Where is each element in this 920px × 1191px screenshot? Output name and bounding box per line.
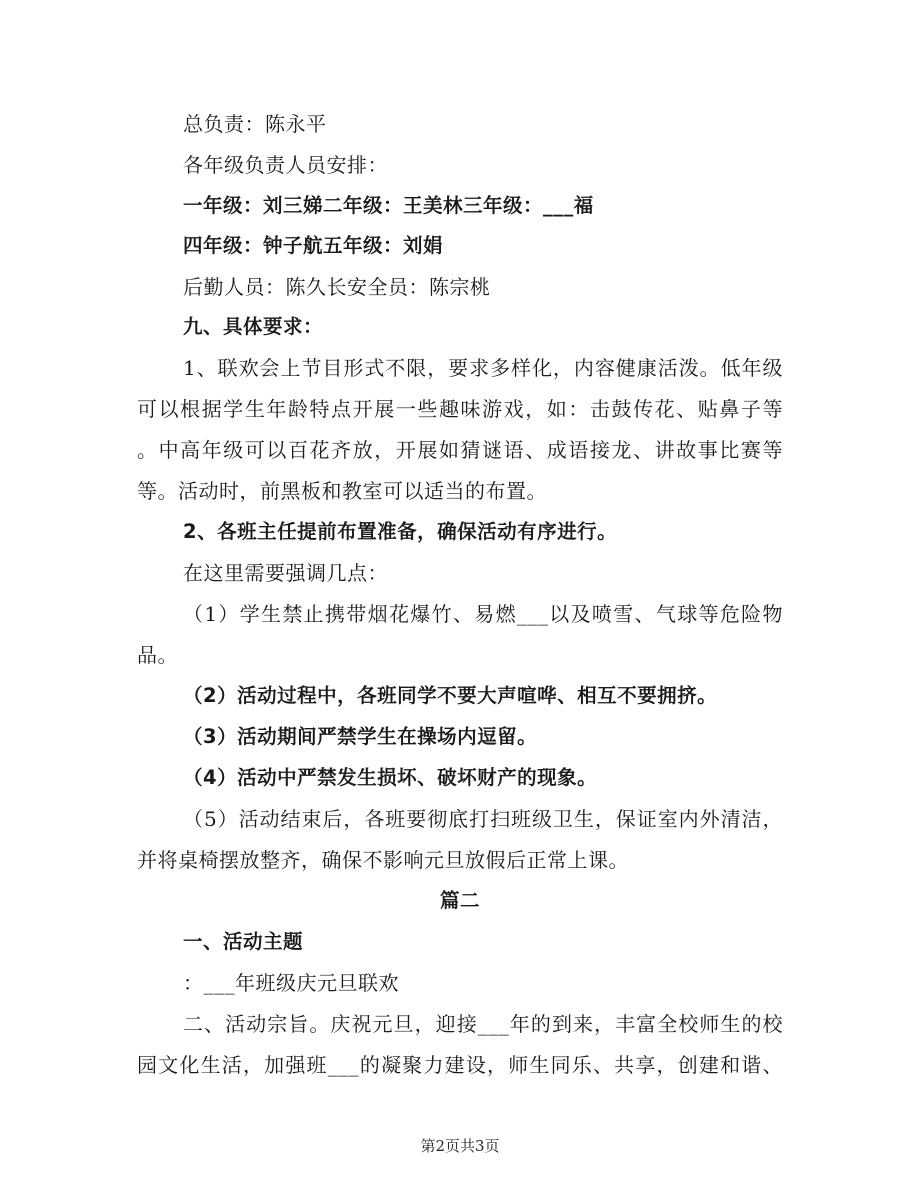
text-line-purpose-b: 园文化生活，加强班___的凝聚力建设，师生同乐、共享，创建和谐、	[137, 1053, 783, 1077]
text-line-req1-b: 可以根据学生年龄特点开展一些趣味游戏，如：击鼓传花、贴鼻子等	[137, 397, 783, 421]
text-line-req1-a: 1、联欢会上节目形式不限，要求多样化，内容健康活泼。低年级	[183, 356, 783, 380]
text-line-grades-4-5: 四年级：钟子航五年级：刘娟	[183, 234, 444, 257]
section-heading-requirements: 九、具体要求：	[183, 315, 324, 338]
text-line-req1-d: 等。活动时，前黑板和教室可以适当的布置。	[137, 479, 547, 503]
text-line-req1-c: 。中高年级可以百花齐放，开展如猜谜语、成语接龙、讲故事比赛等	[137, 438, 783, 462]
text-line-grades-1-3: 一年级：刘三娣二年级：王美林三年级：___福	[183, 194, 594, 217]
text-line-rule3: （3）活动期间严禁学生在操场内逗留。	[183, 725, 538, 748]
text-line-emphasis: 在这里需要强调几点：	[183, 561, 388, 585]
text-line-theme: ：___年班级庆元旦联欢	[183, 971, 399, 995]
section-heading-theme: 一、活动主题	[183, 930, 304, 953]
text-line-rule2: （2）活动过程中，各班同学不要大声喧哗、相互不要拥挤。	[183, 684, 718, 707]
text-line-rule1-b: 品。	[137, 643, 178, 667]
text-line-rule1-a: （1）学生禁止携带烟花爆竹、易燃___以及喷雪、气球等危险物	[183, 602, 783, 626]
text-line-req2: 2、各班主任提前布置准备，确保活动有序进行。	[183, 520, 618, 543]
text-line-grade-staff-heading: 各年级负责人员安排：	[183, 153, 388, 177]
text-line-supervisor: 总负责：陈永平	[183, 112, 327, 136]
text-line-logistics: 后勤人员：陈久长安全员：陈宗桃	[183, 275, 491, 299]
text-line-rule4: （4）活动中严禁发生损坏、破坏财产的现象。	[183, 766, 598, 789]
text-line-rule5-a: （5）活动结束后，各班要彻底打扫班级卫生，保证室内外清洁，	[183, 807, 783, 831]
section-title-part-two: 篇二	[439, 889, 480, 912]
text-line-purpose-a: 二、活动宗旨。庆祝元旦，迎接___年的到来，丰富全校师生的校	[183, 1012, 783, 1036]
text-line-rule5-b: 并将桌椅摆放整齐，确保不影响元旦放假后正常上课。	[137, 848, 629, 872]
page-number-footer: 第2页共3页	[420, 1137, 500, 1155]
